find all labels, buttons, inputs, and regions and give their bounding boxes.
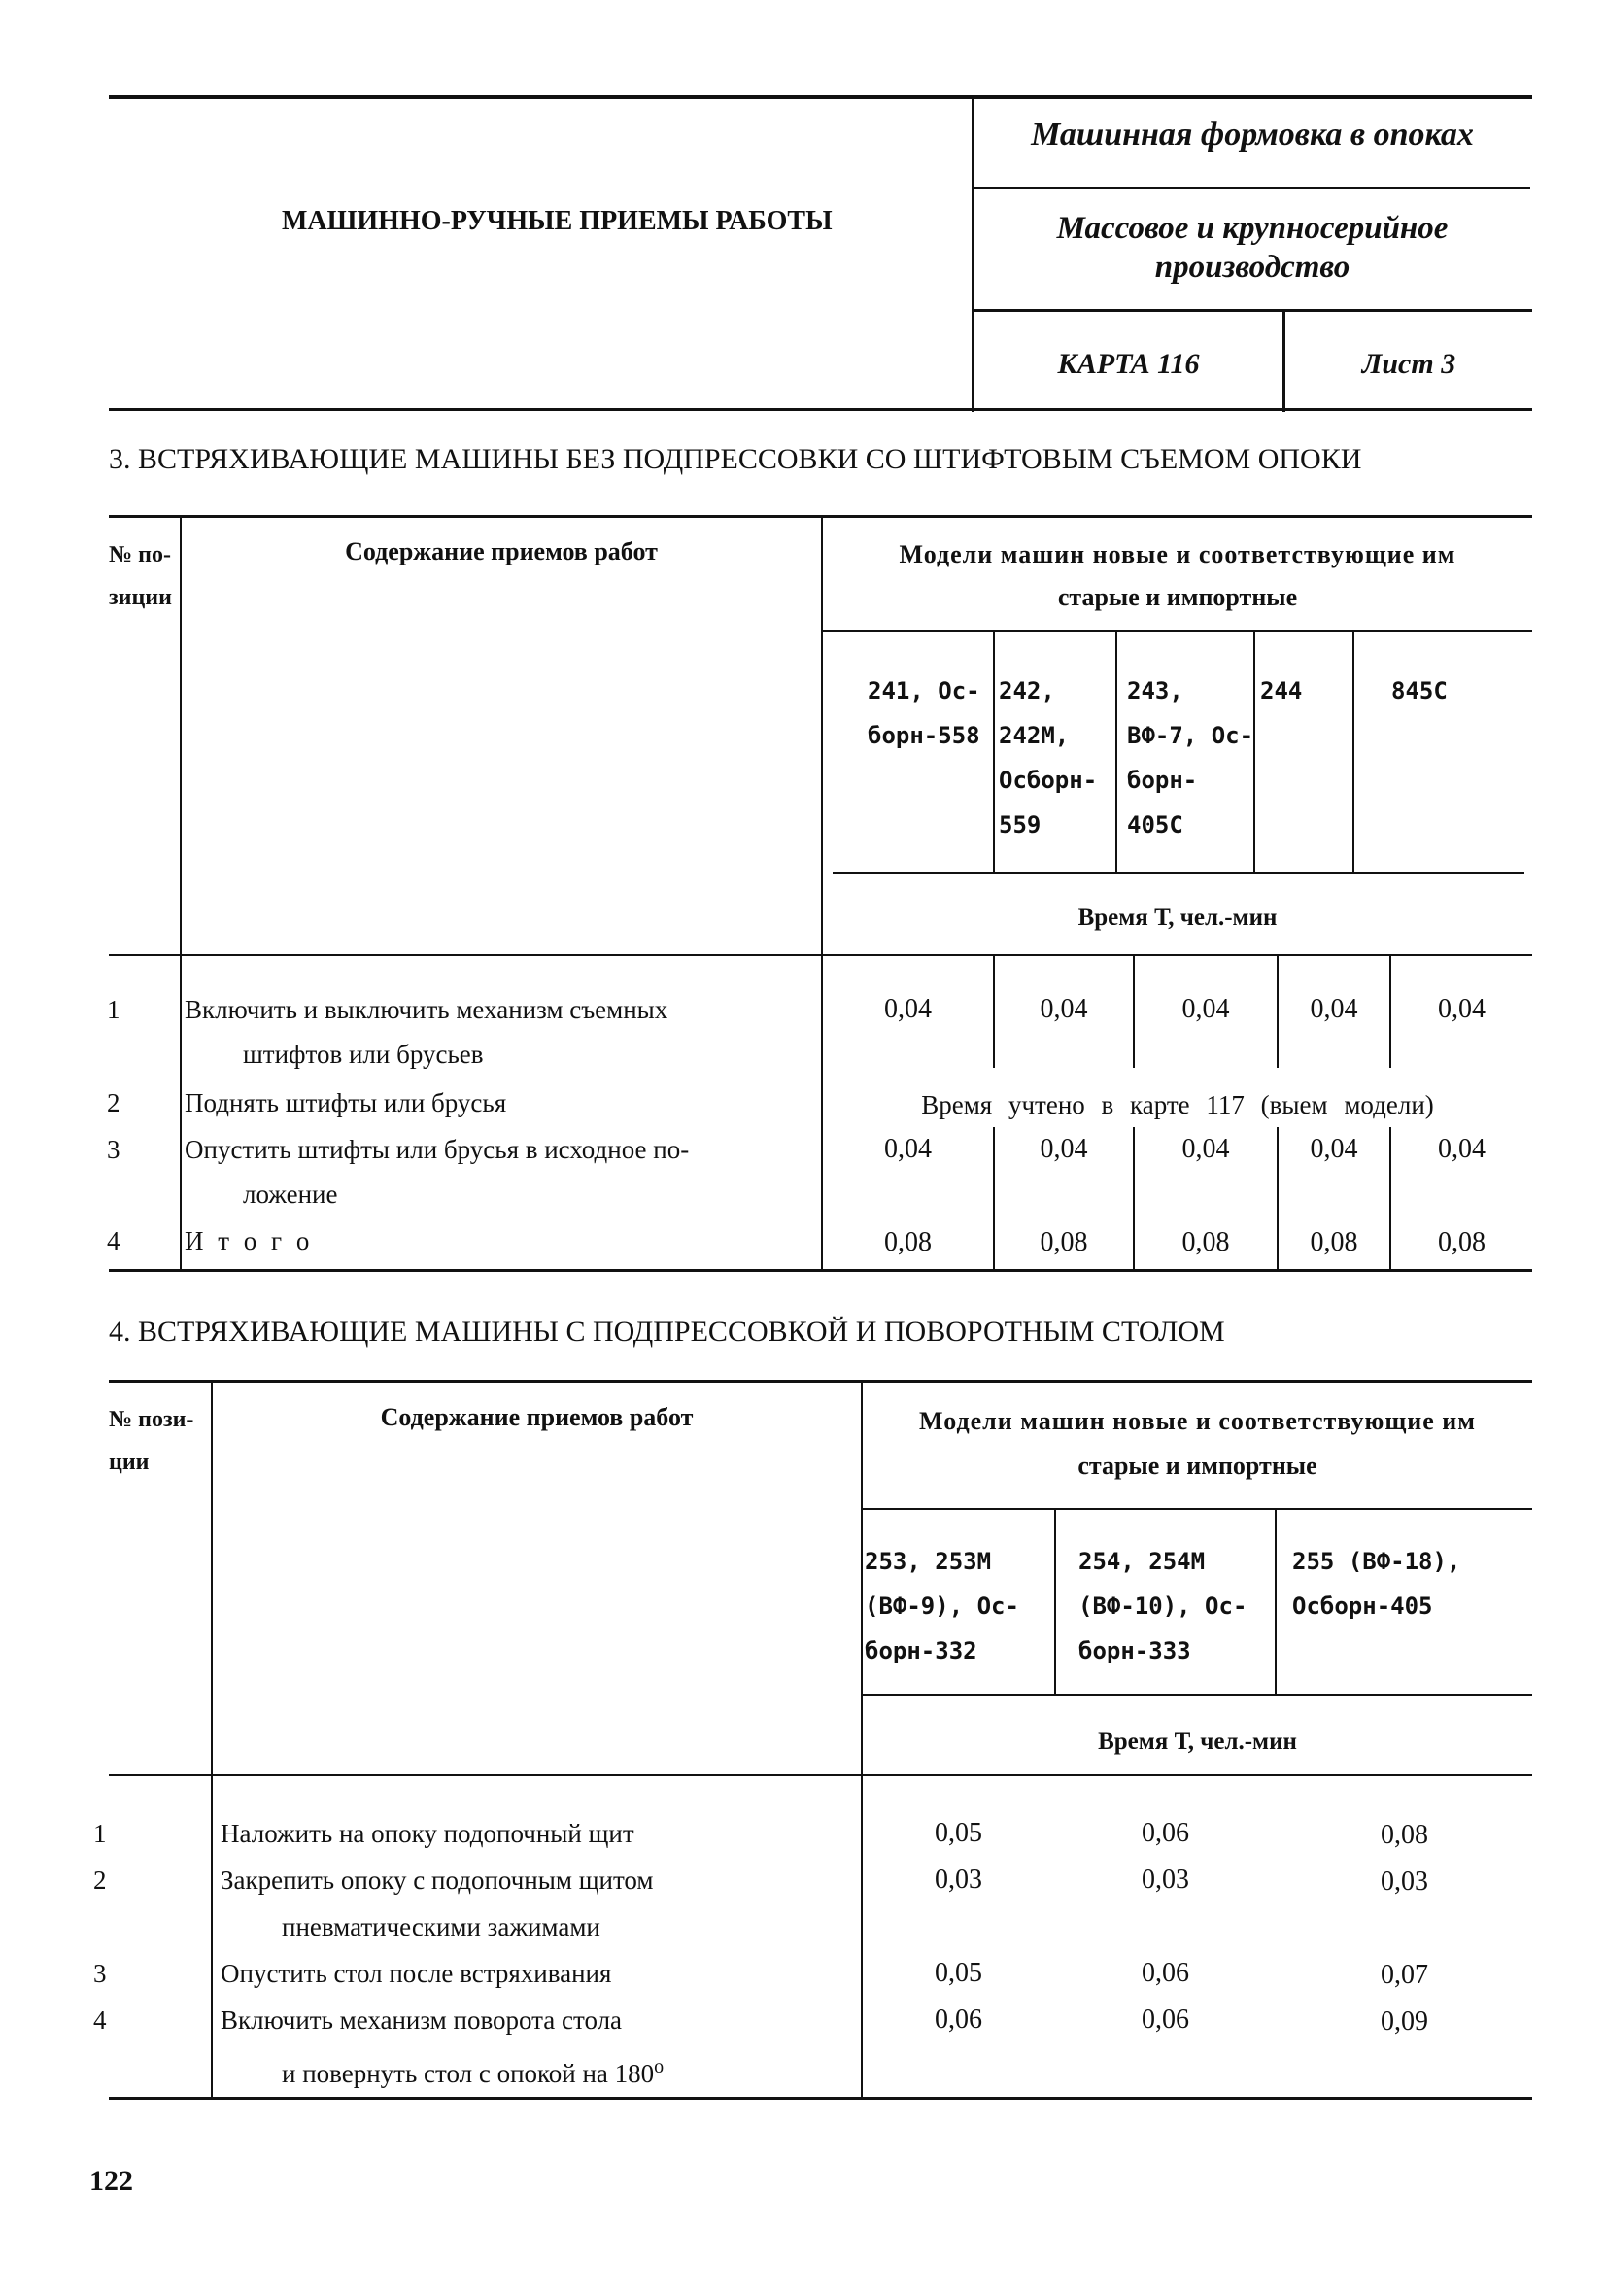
s3-vline-m1 [993, 632, 995, 873]
left-title: МАШИННО-РУЧНЫЕ ПРИЕМЫ РАБОТЫ [282, 206, 833, 236]
s4-vline-m2 [1275, 1510, 1277, 1695]
s4-row-2-value-2: 0,03 [1142, 1865, 1189, 1895]
card-number: КАРТА 116 [1057, 348, 1200, 380]
s3-row-1-pos: 1 [107, 995, 120, 1024]
s4-row-2-text1: Закрепить опоку с подопочным щитом [221, 1866, 654, 1895]
s4-model-2-line3: борн-333 [1078, 1637, 1191, 1664]
s3-model-5-line1: 845С [1391, 677, 1448, 704]
s3-vline-m2 [1115, 632, 1117, 873]
s3-row-1-value-4: 0,04 [1310, 994, 1358, 1024]
s4-row-2-value-1: 0,03 [935, 1865, 982, 1895]
s4-col-models-line1: Модели машин новые и соответствующие им [919, 1407, 1476, 1435]
s4-col-content: Содержание приемов работ [380, 1403, 694, 1431]
s3-bottom-rule [109, 1269, 1532, 1272]
s3-model-2-line3: Осборн- [999, 767, 1098, 794]
s3-row-1-text2: штифтов или брусьев [243, 1040, 484, 1069]
s4-time-label: Время Т, чел.-мин [1098, 1729, 1297, 1755]
s4-vline-m1 [1054, 1510, 1056, 1695]
header-rule-1 [974, 187, 1530, 189]
s3-row-1-value-1: 0,04 [884, 994, 932, 1024]
s4-models-rule [863, 1508, 1532, 1510]
s3-row-3-value-3: 0,04 [1181, 1134, 1230, 1164]
s3-row-1-value-5: 0,04 [1438, 994, 1486, 1024]
s4-model-1-line2: (ВФ-9), Ос- [865, 1593, 1019, 1620]
s3-vline-m3 [1253, 632, 1255, 873]
s4-model-1-line1: 253, 253М [865, 1548, 992, 1575]
s3-model-1-line1: 241, Ос- [868, 677, 980, 704]
degree-superscript: о [654, 2056, 665, 2077]
s4-row-1-value-1: 0,05 [935, 1818, 982, 1848]
s3-row-4-value-5: 0,08 [1438, 1227, 1486, 1257]
s4-row-1-value-2: 0,06 [1142, 1818, 1189, 1848]
s3-row-4-value-2: 0,08 [1040, 1227, 1088, 1257]
s3-row-1-text1: Включить и выключить механизм съемных [185, 995, 668, 1024]
s3-col-models-line1: Модели машин новые и соответствующие им [899, 540, 1456, 568]
right-title: Машинная формовка в опоках [1031, 117, 1474, 153]
s3-row-3-text2: ложение [243, 1180, 338, 1209]
s4-col-models-line2: старые и импортные [1077, 1452, 1317, 1480]
s3-row-3-value-5: 0,04 [1438, 1134, 1486, 1164]
s3-models-rule [823, 630, 1532, 632]
s3-model-3-line4: 405С [1127, 811, 1183, 839]
s3-col-content: Содержание приемов работ [345, 537, 658, 565]
s4-row-4-value-1: 0,06 [935, 2005, 982, 2035]
s3-model-3-line1: 243, [1127, 677, 1183, 704]
s4-row-1-text1: Наложить на опоку подопочный щит [221, 1819, 634, 1848]
s4-row-3-text1: Опустить стол после встряхивания [221, 1959, 612, 1988]
s3-time-rule-top [833, 872, 1524, 874]
s4-row-2-pos: 2 [93, 1866, 107, 1895]
s4-model-1-line3: борн-332 [865, 1637, 977, 1664]
s3-vline-pos [180, 515, 182, 1271]
s3-col-pos-line2: зиции [109, 585, 172, 610]
s4-model-2-line2: (ВФ-10), Ос- [1078, 1593, 1247, 1620]
s3-row-4-value-1: 0,08 [884, 1227, 932, 1257]
s3-row-4-text1: И т о г о [185, 1226, 314, 1255]
page-number: 122 [89, 2165, 133, 2197]
s3-row-4-value-4: 0,08 [1310, 1227, 1358, 1257]
s4-row-3-value-1: 0,05 [935, 1958, 982, 1988]
s3-vline-m4 [1352, 632, 1354, 873]
s3-col-pos-line1: № по- [109, 542, 171, 567]
s4-col-pos-line1: № пози- [109, 1407, 194, 1432]
s3-row-3-value-2: 0,04 [1040, 1134, 1088, 1164]
s3-model-3-line3: борн- [1127, 767, 1198, 794]
s3-row-2-note: Время учтено в карте 117 (выем модели) [921, 1090, 1434, 1119]
s3-row-2-pos: 2 [107, 1088, 120, 1117]
s3-row-4-pos: 4 [107, 1226, 120, 1255]
s3-row-3-value-1: 0,04 [884, 1134, 932, 1164]
s4-row-2-value-3: 0,03 [1381, 1867, 1428, 1897]
s4-row-3-value-3: 0,07 [1381, 1960, 1428, 1990]
s4-row-4-text2 [282, 2044, 664, 2096]
s4-model-2-line1: 254, 254М [1078, 1548, 1206, 1575]
section-3-title: 3. ВСТРЯХИВАЮЩИЕ МАШИНЫ БЕЗ ПОДПРЕССОВКИ СО ШТИФТОВЫМ СЪЕМОМ ОПОКИ [109, 443, 1362, 475]
s3-row-3-pos: 3 [107, 1135, 120, 1164]
s4-row-1-value-3: 0,08 [1381, 1820, 1428, 1850]
s3-row-3-value-4: 0,04 [1310, 1134, 1358, 1164]
s3-time-label: Время Т, чел.-мин [1077, 905, 1278, 931]
s4-bottom-rule [109, 2097, 1532, 2100]
s3-row-2-text1: Поднять штифты или брусья [185, 1088, 507, 1117]
s4-time-rule-top [863, 1694, 1532, 1696]
s4-top-rule [109, 1380, 1532, 1383]
s3-row-3-text1: Опустить штифты или брусья в исходное по- [185, 1135, 690, 1164]
s3-model-3-line2: ВФ-7, Ос- [1127, 722, 1254, 749]
s4-model-3-line2: Осборн-405 [1292, 1593, 1433, 1620]
right-subtitle-line2: производство [1154, 250, 1350, 285]
header-bottom-rule [109, 408, 1532, 411]
s4-row-4-text2-main: и повернуть стол с опокой на 180 [282, 2059, 655, 2088]
s4-model-3-line1: 255 (ВФ-18), [1292, 1548, 1461, 1575]
s4-row-3-pos: 3 [93, 1959, 107, 1988]
s3-col-models-line2: старые и импортные [1057, 583, 1298, 611]
s3-model-2-line2: 242М, [999, 722, 1070, 749]
header-rule-2 [974, 309, 1532, 312]
s3-row-1-value-2: 0,04 [1040, 994, 1088, 1024]
s3-header-bottom-rule [109, 954, 1532, 956]
s4-row-1-pos: 1 [93, 1819, 107, 1848]
s4-vline-pos [211, 1380, 213, 2099]
s3-model-2-line4: 559 [999, 811, 1042, 839]
s4-col-pos-line2: ции [109, 1450, 150, 1475]
s3-row-4-value-3: 0,08 [1181, 1227, 1230, 1257]
s3-model-2-line1: 242, [999, 677, 1055, 704]
right-subtitle-line1: Массовое и крупносерийное [1056, 211, 1449, 246]
s4-row-4-value-3: 0,09 [1381, 2006, 1428, 2037]
s4-row-2-text2: пневматическими зажимами [282, 1912, 600, 1941]
s3-row-1-value-3: 0,04 [1181, 994, 1230, 1024]
s4-row-4-text1: Включить механизм поворота стола [221, 2005, 623, 2035]
s4-row-4-value-2: 0,06 [1142, 2005, 1189, 2035]
section-4-title: 4. ВСТРЯХИВАЮЩИЕ МАШИНЫ С ПОДПРЕССОВКОЙ И ПОВОРОТНЫМ СТОЛОМ [109, 1316, 1225, 1348]
s3-model-1-line2: борн-558 [868, 722, 980, 749]
s4-row-3-value-2: 0,06 [1142, 1958, 1189, 1988]
s4-header-bottom-rule [109, 1774, 1532, 1776]
s3-model-4-line1: 244 [1260, 677, 1303, 704]
sheet-number: Лист 3 [1361, 348, 1456, 380]
s4-row-4-pos: 4 [93, 2005, 107, 2035]
header-top-rule [109, 95, 1532, 99]
